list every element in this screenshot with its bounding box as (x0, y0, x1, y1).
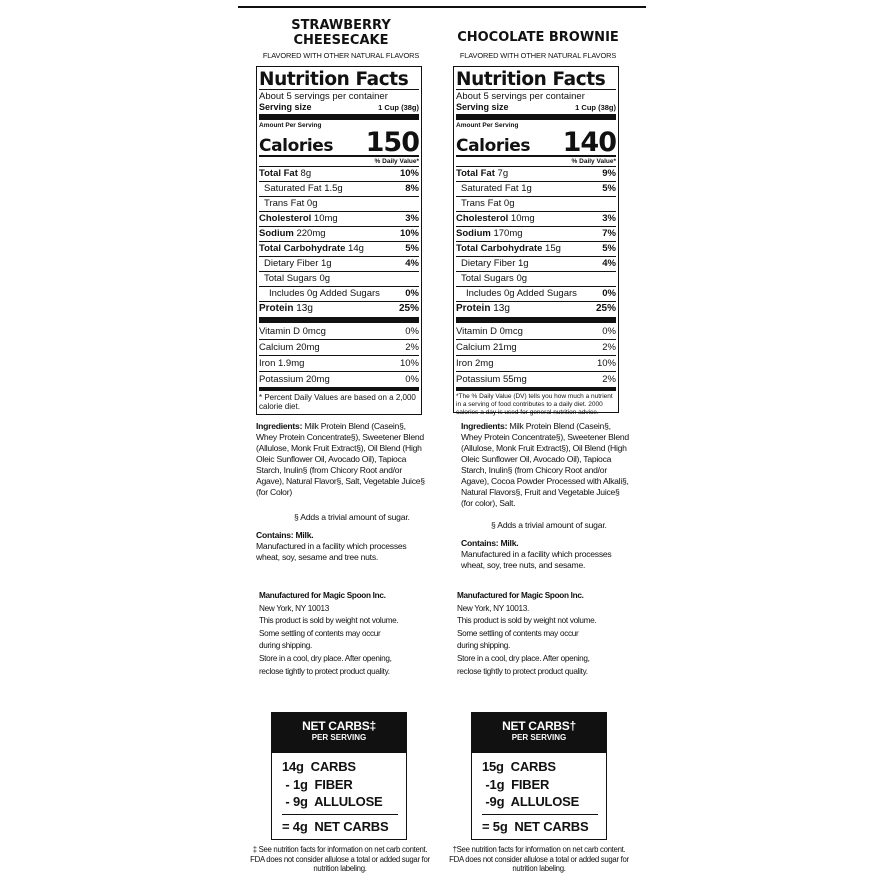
net-carbs-result: = 4g NET CARBS (282, 818, 389, 834)
nutrient-row: Total Carbohydrate 14g 5% (259, 243, 419, 254)
daily-value-percent: 0% (602, 288, 616, 299)
nutrient-row: Includes 0g Added Sugars 0% (456, 286, 616, 301)
daily-value-percent: 0% (405, 288, 419, 299)
flavor-subtitle: FLAVORED WITH OTHER NATURAL FLAVORS (459, 51, 617, 60)
allergen-statement: Contains: Milk. Manufactured in a facility which processes wheat, soy, tree nuts, and sesame. (461, 538, 612, 570)
nutrient-row: Saturated Fat 1.5g 8% (259, 181, 419, 196)
nutrient-row: Protein 13g 25% (456, 303, 616, 314)
vitamin-rows (456, 324, 616, 387)
calories-row: Calories 150 (259, 127, 419, 158)
ingredients: Ingredients: Milk Protein Blend (Casein§, Whey Protein Concentrate§), Sweetener Blend (Allulose, Monk Fruit Extract§), Oil Blend (High Oleic Sunflower Oil, Avocado Oil), Tapioca Starch, Inulin§ (from Chicory Root and/or Agave), Cocoa Powder Processed with Alkali§, Natural Flavors§, Fruit and Vegetable Juice§ (for color), Salt. (461, 421, 629, 508)
net-carbs-result: = 5g NET CARBS (482, 818, 589, 834)
net-carbs-calculation: 14g CARBS - 1g FIBER - 9g ALLULOSE = 4g NET CARBS (272, 753, 406, 835)
nutrient-row: Trans Fat 0g (456, 196, 616, 211)
vitamin-row: Calcium 21mg 2% (456, 339, 616, 355)
allergen-statement: Contains: Milk. Manufactured in a facility which processes wheat, soy, sesame and tree nuts. (256, 530, 407, 562)
net-carbs-box (471, 712, 607, 840)
nutrient-row: Total Sugars 0g (456, 271, 616, 286)
manufacturer-line: Store in a cool, dry place. After opening, (259, 653, 392, 663)
manufacturer-line: during shipping. (259, 641, 313, 651)
daily-value-percent: 25% (398, 303, 419, 314)
manufacturer-line: New York, NY 10013. (457, 603, 529, 613)
flavor-subtitle: FLAVORED WITH OTHER NATURAL FLAVORS (262, 51, 420, 60)
serving-size: Serving size 1 Cup (38g) (456, 102, 616, 112)
trivial-sugar-note: § Adds a trivial amount of sugar. (294, 512, 410, 522)
daily-value-percent: 5% (405, 243, 419, 254)
manufacturer-line: Store in a cool, dry place. After opening, (457, 653, 590, 663)
nutrient-rows (259, 166, 419, 316)
vitamin-row: Potassium 55mg 2% (456, 371, 616, 387)
nutrient-rows (456, 166, 616, 316)
manufacturer-line: during shipping. (457, 641, 511, 651)
nutrient-row: Sodium 170mg 7% (456, 228, 616, 239)
nutrition-footnote: * Percent Daily Values are based on a 2,000 calorie diet. (259, 390, 419, 411)
nutrient-row: Total Fat 8g 10% (259, 168, 419, 179)
net-carbs-header: NET CARBS† PER SERVING (472, 713, 606, 753)
daily-value-percent: 25% (595, 303, 616, 314)
net-carbs-box (271, 712, 407, 840)
vitamin-row: Iron 2mg 10% (456, 355, 616, 371)
nutrient-row: Sodium 220mg 10% (259, 228, 419, 239)
daily-value-header: % Daily Value* (259, 155, 419, 166)
vitamin-row: Vitamin D 0mcg 0% (259, 326, 419, 337)
nutrient-row: Dietary Fiber 1g 4% (259, 256, 419, 271)
daily-value-percent: 10% (399, 228, 419, 239)
top-rule (238, 6, 646, 8)
daily-value-percent: 3% (602, 213, 616, 224)
daily-value-percent: 5% (602, 243, 616, 254)
ingredients: Ingredients: Milk Protein Blend (Casein§, Whey Protein Concentrate§), Sweetener Blend (Allulose, Monk Fruit Extract§), Oil Blend (High Oleic Sunflower Oil, Avocado Oil), Tapioca Starch, Inulin§ (from Chicory Root and/or Agave), Natural Flavor§, Salt, Vegetable Juice§ (for Color) (256, 421, 425, 497)
calories-value: 150 (365, 127, 419, 158)
amount-per-serving: Amount Per Serving (456, 122, 519, 129)
net-carbs-header: NET CARBS‡ PER SERVING (272, 713, 406, 753)
nutrition-facts-title: Nutrition Facts (456, 69, 606, 90)
vitamin-row: Iron 1.9mg 10% (259, 355, 419, 371)
manufacturer-info: Manufactured for Magic Spoon Inc. New York, NY 10013 This product is sold by weight not volume. Some settling of contents may occur during shipping. Store in a cool, dry place. After opening, reclose tightly to protect product quality. (259, 590, 431, 678)
net-carbs-footnote: ‡ See nutrition facts for information on net carb content. FDA does not consider allulose a total or added sugar for nutrition labeling. (250, 845, 430, 873)
servings-per-container: About 5 servings per container (456, 89, 616, 102)
nutrient-row: Protein 13g 25% (259, 303, 419, 314)
nutrition-footnote: *The % Daily Value (DV) tells you how much a nutrient in a serving of food contributes to a daily diet. 2000 calories a day is used for general nutrition advice. (456, 390, 616, 417)
net-carbs-footnote: †See nutrition facts for information on net carb content. FDA does not consider allulose a total or added sugar for nutrition labeling. (449, 845, 629, 873)
nutrition-facts-panel (256, 66, 422, 415)
manufacturer-line: New York, NY 10013 (259, 603, 330, 613)
daily-value-percent: 10% (399, 168, 419, 179)
servings-per-container: About 5 servings per container (259, 89, 419, 102)
nutrient-row: Cholesterol 10mg 3% (259, 213, 419, 224)
nutrient-row: Total Fat 7g 9% (456, 168, 616, 179)
daily-value-header: % Daily Value* (456, 155, 616, 166)
flavor-name: STRAWBERRY CHEESECAKE (291, 18, 391, 48)
daily-value-percent: 8% (405, 183, 419, 194)
nutrient-row: Dietary Fiber 1g 4% (456, 256, 616, 271)
vitamin-row: Potassium 20mg 0% (259, 371, 419, 387)
flavor-name: CHOCOLATE BROWNIE (457, 30, 619, 45)
divider-thick (259, 317, 419, 323)
manufacturer-line: reclose tightly to protect product quality. (457, 666, 588, 676)
serving-size: Serving size 1 Cup (38g) (259, 102, 419, 112)
nutrient-row: Saturated Fat 1g 5% (456, 181, 616, 196)
vitamin-rows (259, 324, 419, 387)
nutrition-facts-title: Nutrition Facts (259, 69, 409, 90)
daily-value-percent: 9% (602, 168, 616, 179)
vitamin-row: Calcium 20mg 2% (259, 339, 419, 355)
trivial-sugar-note: § Adds a trivial amount of sugar. (491, 520, 607, 530)
daily-value-percent: 5% (602, 183, 616, 194)
net-carbs-calculation: 15g CARBS -1g FIBER -9g ALLULOSE = 5g NET CARBS (472, 753, 606, 835)
nutrient-row: Cholesterol 10mg 3% (456, 213, 616, 224)
daily-value-percent: 3% (405, 213, 419, 224)
manufacturer-line: This product is sold by weight not volume. (259, 616, 399, 626)
nutrition-facts-panel (453, 66, 619, 416)
manufacturer-line: This product is sold by weight not volume. (457, 616, 597, 626)
divider-thick (456, 114, 616, 120)
nutrient-row: Total Carbohydrate 15g 5% (456, 243, 616, 254)
nutrient-row: Includes 0g Added Sugars 0% (259, 286, 419, 301)
manufacturer-line: reclose tightly to protect product quality. (259, 666, 390, 676)
manufacturer-info: Manufactured for Magic Spoon Inc. New York, NY 10013. This product is sold by weight not volume. Some settling of contents may occur during shipping. Store in a cool, dry place. After opening, reclose tightly to protect product quality. (457, 590, 629, 678)
daily-value-percent: 4% (405, 258, 419, 269)
daily-value-percent: 4% (602, 258, 616, 269)
nutrient-row: Trans Fat 0g (259, 196, 419, 211)
divider-thick (259, 114, 419, 120)
manufacturer-line: Some settling of contents may occur (259, 628, 381, 638)
calories-row: Calories 140 (456, 127, 616, 158)
calories-value: 140 (562, 127, 616, 158)
daily-value-percent: 7% (602, 228, 616, 239)
nutrient-row: Total Sugars 0g (259, 271, 419, 286)
vitamin-row: Vitamin D 0mcg 0% (456, 326, 616, 337)
manufacturer-line: Some settling of contents may occur (457, 628, 579, 638)
divider-thick (456, 317, 616, 323)
amount-per-serving: Amount Per Serving (259, 122, 322, 129)
